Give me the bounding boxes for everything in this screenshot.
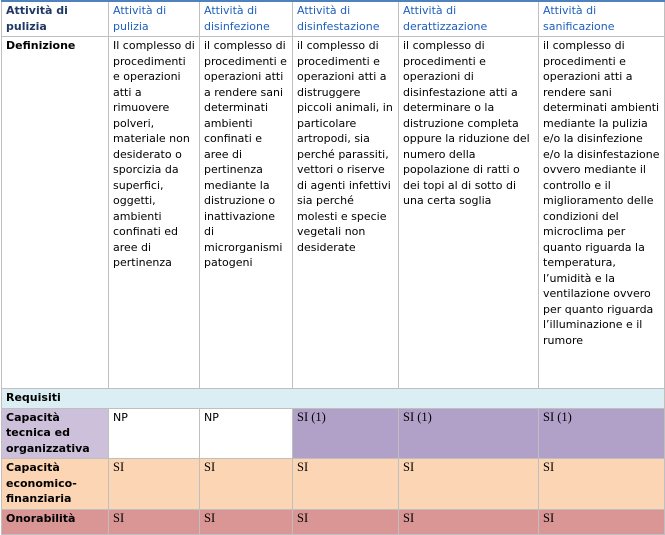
requirement-value: SI: [109, 459, 200, 510]
requirement-value: SI: [109, 509, 200, 534]
requirements-table: [1, 0, 665, 535]
definition-row-label: Definizione: [2, 37, 109, 389]
header-col-sanificazione: Attività di sanificazione: [539, 1, 665, 37]
requirement-value: SI: [293, 459, 399, 510]
requirement-value: SI: [399, 459, 539, 510]
requirement-value: SI (1): [539, 408, 665, 459]
requirement-row-onorabilita: [2, 509, 665, 534]
requirement-value: NP: [109, 408, 200, 459]
header-col-disinfestazione: Attività di disinfestazione: [293, 1, 399, 37]
definition-cell-sanificazione: il complesso di procedimenti e operazioni atti a rendere sani determinati ambienti mediante la pulizia e/o la disinfezione e/o la disinfestazione ovvero mediante il controllo e il miglioramento delle condizioni del microclima per quanto riguarda la temperatura, l’umidità e la ventilazione ovvero per quanto riguarda l’illuminazione e il rumore: [539, 37, 665, 389]
header-row-label: Attività di pulizia: [2, 1, 109, 37]
header-col-pulizia: Attività di pulizia: [109, 1, 200, 37]
definition-row: [2, 37, 665, 389]
definition-cell-derattizzazione: il complesso di procedimenti e operazioni di disinfestazione atti a determinare o la distruzione completa oppure la riduzione del numero della popolazione di ratti o dei topi al di sotto di una certa soglia: [399, 37, 539, 389]
header-col-disinfezione: Attività di disinfezione: [200, 1, 293, 37]
requirement-value: NP: [200, 408, 293, 459]
header-row: [2, 1, 665, 37]
requirement-value: SI: [200, 509, 293, 534]
requirement-value: SI: [399, 509, 539, 534]
requirement-value: SI (1): [399, 408, 539, 459]
section-row: [2, 389, 665, 409]
requirement-value: SI (1): [293, 408, 399, 459]
requirement-row-label: Onorabilità: [2, 509, 109, 534]
requirement-row-capacita-economico: [2, 459, 665, 510]
definition-cell-disinfestazione: il complesso di procedimenti e operazioni atti a distruggere piccoli animali, in particolare artropodi, sia perché parassiti, vettori o riserve di agenti infettivi sia perché molesti e specie vegetali non desiderate: [293, 37, 399, 389]
requirement-value: SI: [293, 509, 399, 534]
definition-cell-disinfezione: il complesso di procedimenti e operazioni atti a rendere sani determinati ambienti confinati e aree di pertinenza mediante la distruzione o inattivazione di microrganismi patogeni: [200, 37, 293, 389]
requirement-row-capacita-tecnica: [2, 408, 665, 459]
requirement-value: SI: [539, 459, 665, 510]
section-label-requisiti: Requisiti: [2, 389, 665, 409]
requirement-row-label: Capacità economico-finanziaria: [2, 459, 109, 510]
requirement-value: SI: [539, 509, 665, 534]
requirement-value: SI: [200, 459, 293, 510]
header-col-derattizzazione: Attività di derattizzazione: [399, 1, 539, 37]
requirement-row-label: Capacità tecnica ed organizzativa: [2, 408, 109, 459]
definition-cell-pulizia: Il complesso di procedimenti e operazioni atti a rimuovere polveri, materiale non desiderato o sporcizia da superfici, oggetti, ambienti confinati ed aree di pertinenza: [109, 37, 200, 389]
